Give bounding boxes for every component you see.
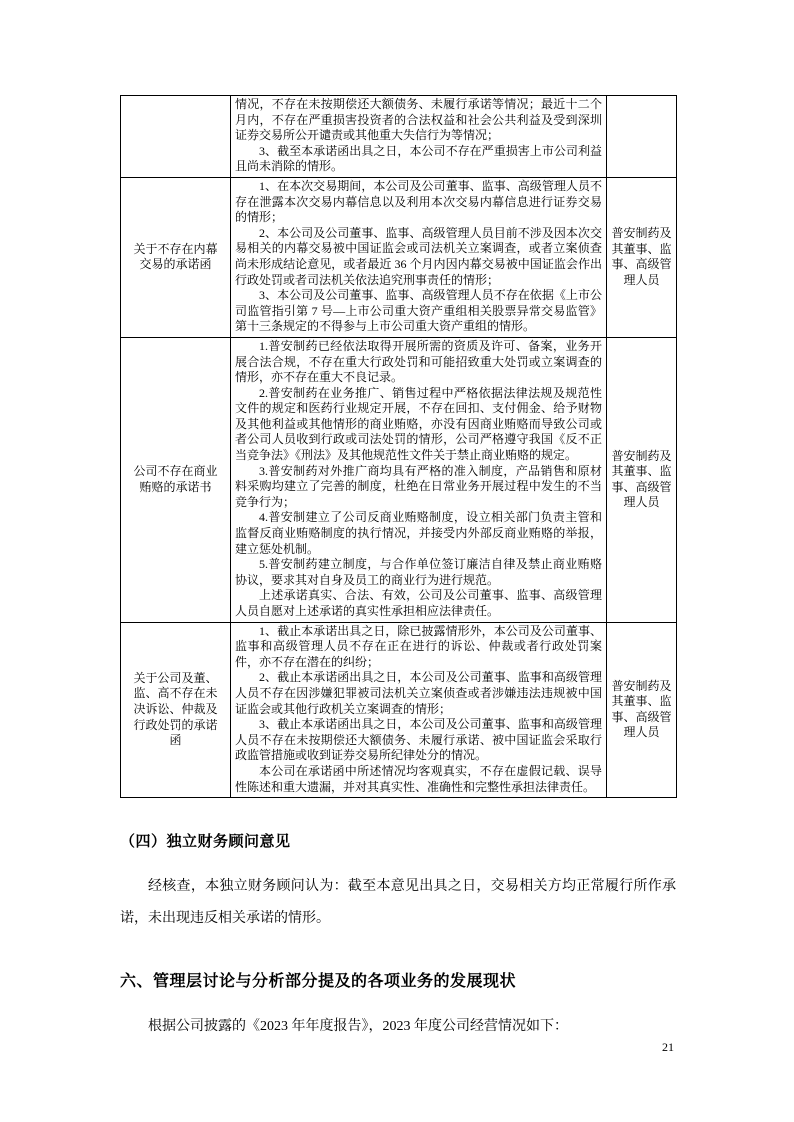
table-row-commercial-bribery <box>121 337 677 622</box>
advisor-opinion-paragraph: 经核查，本独立财务顾问认为：截至本意见出具之日，交易相关方均正常履行所作承诺，未出现违反相关承诺的情形。 <box>120 879 676 926</box>
section-heading-management-discussion: 六、管理层讨论与分析部分提及的各项业务的发展现状 <box>120 973 517 991</box>
page-content <box>120 95 676 1043</box>
content-paragraph: 本公司在承诺函中所述情况均客观真实，不存在虚假记载、误导性陈述和重大遗漏，并对其真实性、准确性和完整性承担法律责任。 <box>235 763 602 794</box>
table-row-insider-trading <box>121 177 677 337</box>
content-paragraph: 3、截至本承诺函出具之日，本公司不存在严重损害上市公司利益且尚未消除的情形。 <box>235 143 602 174</box>
content-paragraph: 5.普安制药建立制度，与合作单位签订廉洁自律及禁止商业贿赂协议，要求其对自身及员工的商业行为进行规范。 <box>235 557 602 587</box>
commitment-party-cell: 普安制药及其董事、监事、高级管理人员 <box>607 177 677 337</box>
content-paragraph: 3、截止本承诺函出具之日，本公司及公司董事、监事和高级管理人员不存在未按期偿还大额债务、未履行承诺、被中国证监会采取行政监管措施或收到证券交易所纪律处分的情况。 <box>235 717 602 763</box>
content-paragraph: 1、在本次交易期间，本公司及公司董事、监事、高级管理人员不存在泄露本次交易内幕信息以及利用本次交易内幕信息进行证券交易的情形； <box>235 178 602 225</box>
content-paragraph: 上述承诺真实、合法、有效，公司及公司董事、监事、高级管理人员自愿对上述承诺的真实性承担相应法律责任。 <box>235 588 602 618</box>
content-paragraph: 3、本公司及公司董事、监事、高级管理人员不存在依据《上市公司监管指引第 7 号—上市公司重大资产重组相关股票异常交易监管》第十三条规定的不得参与上市公司重大资产重组的情形。 <box>235 288 602 334</box>
table-row-pending-litigation <box>121 622 677 798</box>
table-row-continuation <box>121 96 677 178</box>
content-paragraph: 2.普安制药在业务推广、销售过程中严格依据法律法规及规范性文件的规定和医药行业规定开展，不存在回扣、支付佣金、给予财物及其他利益或其他情形的商业贿赂，亦没有因商业贿赂而导致公司或者公司人员收到行政或司法处罚的情形，公司严格遵守我国《反不正当竞争法》《刑法》及其他规范性文件关于禁止商业贿赂的规定。 <box>235 385 602 463</box>
content-paragraph: 1、截止本承诺出具之日，除已披露情形外，本公司及公司董事、监事和高级管理人员不存在正在进行的诉讼、仲裁或者行政处罚案件，亦不存在潜在的纠纷； <box>235 623 602 669</box>
section-heading-advisor-opinion: （四）独立财务顾问意见 <box>120 833 291 851</box>
content-paragraph: 3.普安制药对外推广商均具有严格的准入制度，产品销售和原材料采购均建立了完善的制度，杜绝在日常业务开展过程中发生的不当竞争行为； <box>235 463 602 509</box>
commitment-content-cell <box>231 622 607 798</box>
commitments-table <box>120 95 677 798</box>
page-number: 21 <box>662 1040 674 1054</box>
commitment-party-cell: 普安制药及其董事、监事、高级管理人员 <box>607 337 677 622</box>
content-paragraph: 2、本公司及公司董事、监事、高级管理人员目前不涉及因本次交易相关的内幕交易被中国证监会或司法机关立案调查，或者立案侦查尚未形成结论意见，或者最近 36 个月内因内幕交易被中国证监会作出行政处罚或者司法机关依法追究刑事责任的情形； <box>235 225 602 287</box>
content-paragraph: 情况，不存在未按期偿还大额债务、未履行承诺等情况；最近十二个月内，不存在严重损害投资者的合法权益和社会公共利益及受到深圳证券交易所公开谴责或其他重大失信行为等情况； <box>235 97 602 143</box>
commitment-content-cell <box>231 337 607 622</box>
commitment-content-cell <box>231 96 607 178</box>
commitment-label-cell: 关于不存在内幕交易的承诺函 <box>121 177 231 337</box>
commitment-content-cell <box>231 177 607 337</box>
commitment-party-cell <box>607 96 677 178</box>
content-paragraph: 4.普安制建立了公司反商业贿赂制度，设立相关部门负责主管和监督反商业贿赂制度的执行情况，并接受内外部反商业贿赂的举报，建立惩处机制。 <box>235 510 602 556</box>
commitment-label-cell: 公司不存在商业贿赂的承诺书 <box>121 337 231 622</box>
commitment-label-cell: 关于公司及董、监、高不存在未决诉讼、仲裁及行政处罚的承诺函 <box>121 622 231 798</box>
content-paragraph: 2、截止本承诺函出具之日，本公司及公司董事、监事和高级管理人员不存在因涉嫌犯罪被司法机关立案侦查或者涉嫌违法违规被中国证监会或其他行政机关立案调查的情形； <box>235 670 602 716</box>
content-paragraph: 1.普安制药已经依法取得开展所需的资质及许可、备案，业务开展合法合规，不存在重大行政处罚和可能招致重大处罚或立案调查的情形，亦不存在重大不良记录。 <box>235 338 602 385</box>
commitment-party-cell: 普安制药及其董事、监事、高级管理人员 <box>607 622 677 798</box>
management-discussion-paragraph: 根据公司披露的《2023 年年度报告》，2023 年度公司经营情况如下： <box>148 1019 568 1035</box>
commitment-label-cell <box>121 96 231 178</box>
